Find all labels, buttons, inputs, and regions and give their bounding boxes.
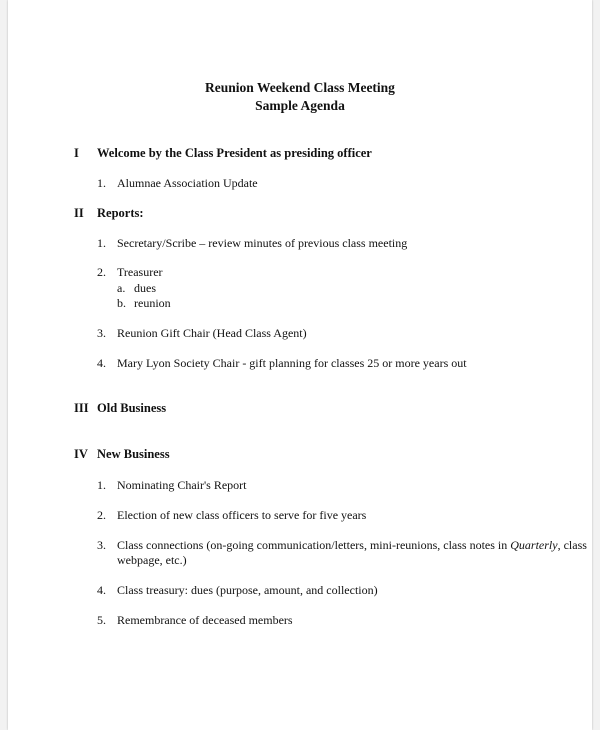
item-text: Remembrance of deceased members xyxy=(117,613,293,627)
item-text: Nominating Chair's Report xyxy=(117,478,247,492)
item-text: Class treasury: dues (purpose, amount, and collection) xyxy=(117,583,378,597)
agenda-item xyxy=(97,326,307,341)
document-page xyxy=(8,0,592,730)
item-text: Secretary/Scribe – review minutes of previous class meeting xyxy=(117,236,408,250)
agenda-subitem xyxy=(117,296,171,311)
item-number: 1. xyxy=(97,478,106,492)
agenda-item xyxy=(97,538,587,553)
item-text: Reunion Gift Chair (Head Class Agent) xyxy=(117,326,307,340)
subitem-text: dues xyxy=(134,281,156,295)
agenda-item-continuation: webpage, etc.) xyxy=(117,553,187,567)
agenda-item xyxy=(97,236,407,251)
section-title: Reports: xyxy=(97,206,144,220)
item-number: 4. xyxy=(97,356,106,370)
agenda-item xyxy=(97,265,163,280)
section-title: Welcome by the Class President as presiding officer xyxy=(97,146,372,160)
item-number: 2. xyxy=(97,508,106,522)
item-number: 3. xyxy=(97,538,106,552)
item-number: 4. xyxy=(97,583,106,597)
section-numeral: IV xyxy=(74,447,88,461)
item-text-part: Class connections (on-going communication/letters, mini-reunions, class notes in xyxy=(117,538,511,552)
agenda-item xyxy=(97,613,293,628)
agenda-item xyxy=(97,508,366,523)
item-text: Mary Lyon Society Chair - gift planning for classes 25 or more years out xyxy=(117,356,467,370)
agenda-item xyxy=(97,176,258,191)
item-text-italic: Quarterly xyxy=(510,538,558,552)
agenda-item xyxy=(97,356,467,371)
item-text: Alumnae Association Update xyxy=(117,176,258,190)
item-text-part: , class xyxy=(557,538,587,552)
subitem-letter: b. xyxy=(117,296,126,310)
section-numeral: III xyxy=(74,401,89,415)
item-text: Treasurer xyxy=(117,265,163,279)
agenda-item xyxy=(97,478,246,493)
section-title: New Business xyxy=(97,447,170,461)
document-title: Reunion Weekend Class Meeting xyxy=(205,80,395,95)
section-numeral: I xyxy=(74,146,79,160)
item-number: 1. xyxy=(97,176,106,190)
item-number: 5. xyxy=(97,613,106,627)
item-text: Election of new class officers to serve for five years xyxy=(117,508,367,522)
subitem-text: reunion xyxy=(134,296,171,310)
item-number: 1. xyxy=(97,236,106,250)
document-subtitle: Sample Agenda xyxy=(255,98,345,113)
agenda-subitem xyxy=(117,281,156,296)
subitem-letter: a. xyxy=(117,281,126,295)
section-numeral: II xyxy=(74,206,84,220)
section-title: Old Business xyxy=(97,401,167,415)
agenda-item xyxy=(97,583,378,598)
item-number: 2. xyxy=(97,265,106,279)
item-number: 3. xyxy=(97,326,106,340)
